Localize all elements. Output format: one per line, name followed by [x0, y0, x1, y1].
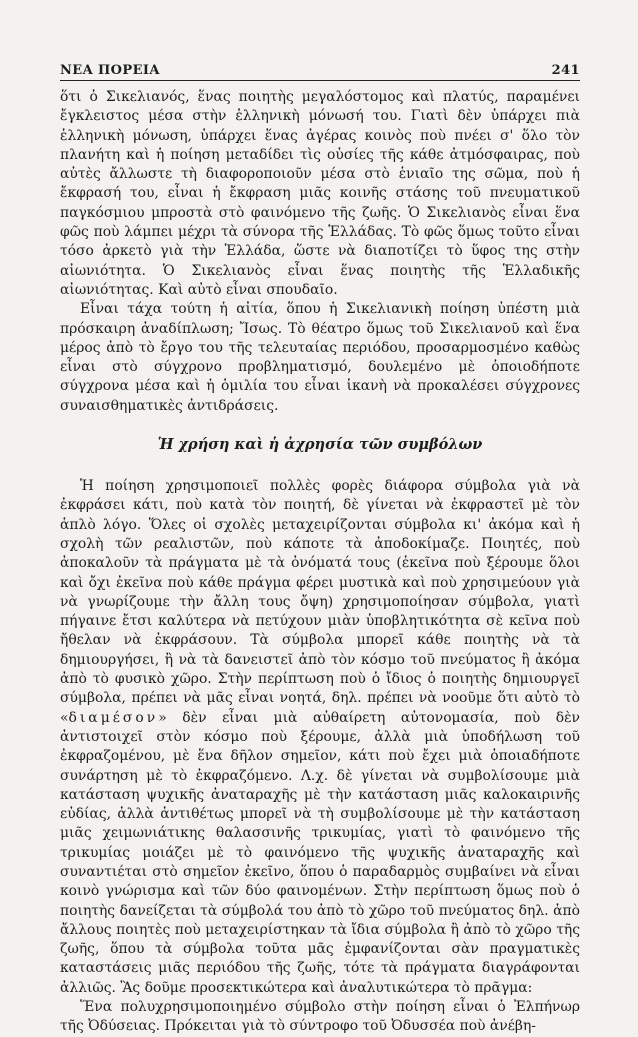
paragraph-2: Εἶναι τάχα τούτη ἡ αἰτία, ὅπου ἡ Σικελιανικὴ ποίηση ὑπέστη μιὰ πρόσκαιρη ἀναδίπλωση; Ἴσως. Τὸ θέατρο ὅμως τοῦ Σικελιανοῦ καὶ ἕνα μέρος ἀπὸ τὸ ἔργο του τῆς τελευταίας περιόδου, προσαρμοσμένο καθὼς εἶναι στὸ σύγχρονο προβληματισμό, δουλεμένο μὲ ὁποιοδήποτε σύγχρονα μέσα καὶ ἡ ὁμιλία του εἶναι ἱκανὴ νὰ προκαλέσει σύγχρονες συναισθηματικὲς ἀντιδράσεις.	[60, 301, 580, 414]
journal-title: ΝΕΑ ΠΟΡΕΙΑ	[60, 63, 160, 78]
article-body	[60, 88, 580, 1037]
section-heading: Ἡ χρήση καὶ ἡ ἀχρησία τῶν συμβόλων	[157, 436, 483, 454]
paragraph-3	[60, 477, 580, 998]
paragraph-1: ὅτι ὁ Σικελιανός, ἕνας ποιητὴς μεγαλόστομος καὶ πλατύς, παραμένει ἔγκλειστος μέσα στὴν ἑλληνικὴ μόνωσή του. Γιατὶ δὲν ὑπάρχει πιὰ ἑλληνικὴ μόνωση, ὑπάρχει ἕνας ἀγέρας κοινὸς ποὺ πνέει σ' ὅλο τὸν πλανήτη καὶ ἡ ποίηση μεταδίδει τὶς οὐσίες τῆς κάθε ἀτμόσφαιρας, ποὺ αὐτὲς ἄλλωστε τὴ διαφοροποιοῦν μέσα στὸ ἑνιαῖο της σῶμα, ποὺ ἡ ἔκφρασή του, εἶναι ἡ ἔκφραση μιᾶς κοινῆς στάσης τοῦ πνευματικοῦ παγκόσμιου μπροστὰ στὸ φαινόμενο τῆς ζωῆς. Ὁ Σικελιανὸς εἶναι ἕνα φῶς ποὺ λάμπει μέχρι τὰ σύνορα τῆς Ἑλλάδας. Τὸ φῶς ὅμως τοῦτο εἶναι τόσο ἀρκετὸ γιὰ τὴν Ἑλλάδα, ὥστε νὰ διαποτίζει τὸ ὕφος της στὴν αἰωνιότητα. Ὁ Σικελιανὸς εἶναι ἕνας ποιητὴς τῆς Ἑλλαδικῆς αἰωνιότητας. Καὶ αὐτὸ εἶναι σπουδαῖο.	[60, 89, 580, 298]
page-number: 241	[551, 63, 580, 78]
paragraph-4: Ἕνα πολυχρησιμοποιημένο σύμβολο στὴν ποίηση εἶναι ὁ Ἐλπήνωρ τῆς Ὀδύσειας. Πρόκειται γιὰ τὸ σύντροφο τοῦ Ὀδυσσέα ποὺ ἀνέβη-	[60, 999, 580, 1035]
spaced-term: διαμέσον	[68, 709, 159, 726]
paragraph-3-part-1: Ἡ ποίηση χρησιμοποιεῖ πολλὲς φορὲς διάφορα σύμβολα γιὰ νὰ ἐκφράσει κάτι, ποὺ κατὰ τὸν ποιητή, δὲ γίνεται νὰ ἐκφραστεῖ μὲ τὸν ἁπλὸ λόγο. Ὅλες οἱ σχολὲς μεταχειρίζονται σύμβολα κι' ἀκόμα καὶ ἡ σχολὴ τῶν ρεαλιστῶν, ποὺ κάποτε τὰ ἀποδοκίμαζε. Ποιητές, ποὺ ἀποκαλοῦν τὰ πράγματα μὲ τὰ ὀνόματά τους (ἐκεῖνα ποὺ ξέρουμε ὅλοι καὶ ὄχι ἐκεῖνα ποὺ κάθε πράγμα φέρει μυστικὰ καὶ ποὺ χρησιμεύουν γιὰ νὰ γνωρίζουμε τὴν ἄλλη τους ὄψη) χρησιμοποίησαν σύμβολα, γιατὶ πήγαινε ἔτσι καλύτερα νὰ πετύχουν μιὰν ὑποβλητικότητα σὲ κεῖνα ποὺ ἤθελαν νὰ ἐκφράσουν. Τὰ σύμβολα μπορεῖ κάθε ποιητὴς νὰ τὰ δημιουργήσει, ἢ νὰ τὰ δανειστεῖ ἀπὸ τὸν κόσμο τοῦ πνεύματος ἢ ἀκόμα ἀπὸ τὸ φυσικὸ χῶρο. Στὴν περίπτωση ποὺ ὁ ἴδιος ὁ ποιητὴς δημιουργεῖ σύμβολα, πρέπει νὰ μᾶς εἶναι νοητά, δηλ. πρέπει νὰ νοοῦμε ὅτι αὐτὸ τὸ «	[60, 478, 580, 726]
header-rule	[60, 80, 580, 81]
running-head	[60, 58, 580, 78]
paragraph-3-part-2: » δὲν εἶναι μιὰ αὐθαίρετη αὐτονομασία, ποὺ δὲν ἀντιστοιχεῖ στὸν κόσμο ποὺ ξέρουμε, ἀλλὰ μιὰ ὑποδήλωση τοῦ ἐκφραζομένου, μὲ ἕνα δῆλον σημεῖον, κάτι ποὺ ἔχει μιὰ ὁποιαδήποτε συνάρτηση μὲ τὸ ἐκφραζόμενο. Λ.χ. δὲ γίνεται νὰ συμβολίσουμε μιὰ κατάσταση ψυχικῆς ἀναταραχῆς μὲ τὴν κατάσταση μιᾶς καλοκαιρινῆς εὐδίας, ἀλλὰ ἀντιθέτως μπορεῖ νὰ τὴ συμβολίσουμε μὲ τὴν κατάσταση μιᾶς χειμωνιάτικης θαλασσινῆς τρικυμίας, γιατὶ τὸ φαινόμενο τῆς τρικυμίας μοιάζει μὲ τὸ φαινόμενο τῆς ψυχικῆς ἀναταραχῆς καὶ συναντιέται στὸ σημεῖον ἐκεῖνο, ὅπου ὁ παραδαρμὸς συμβαίνει νὰ εἶναι κοινὸ γνώρισμα καὶ τῶν δύο φαινομένων. Στὴν περίπτωση ὅμως ποὺ ὁ ποιητὴς δανείζεται τὰ σύμβολά του ἀπὸ τὸ χῶρο τοῦ πνεύματος δηλ. ἀπὸ ἄλλους ποιητὲς ποὺ μεταχειρίστηκαν τὰ ἴδια σύμβολα ἢ ἀπὸ τὸ χῶρο τῆς ζωῆς, ὅπου τὰ σύμβολα τοῦτα μᾶς ἐμφανίζονται σὰν πραγματικὲς καταστάσεις μιᾶς περιόδου τῆς ζωῆς, τότε τὰ πράγματα διαγράφονται ἀλλιῶς. Ἂς δοῦμε προσεκτικώτερα καὶ ἀναλυτικώτερα τὸ πρᾶγμα:	[60, 709, 580, 996]
